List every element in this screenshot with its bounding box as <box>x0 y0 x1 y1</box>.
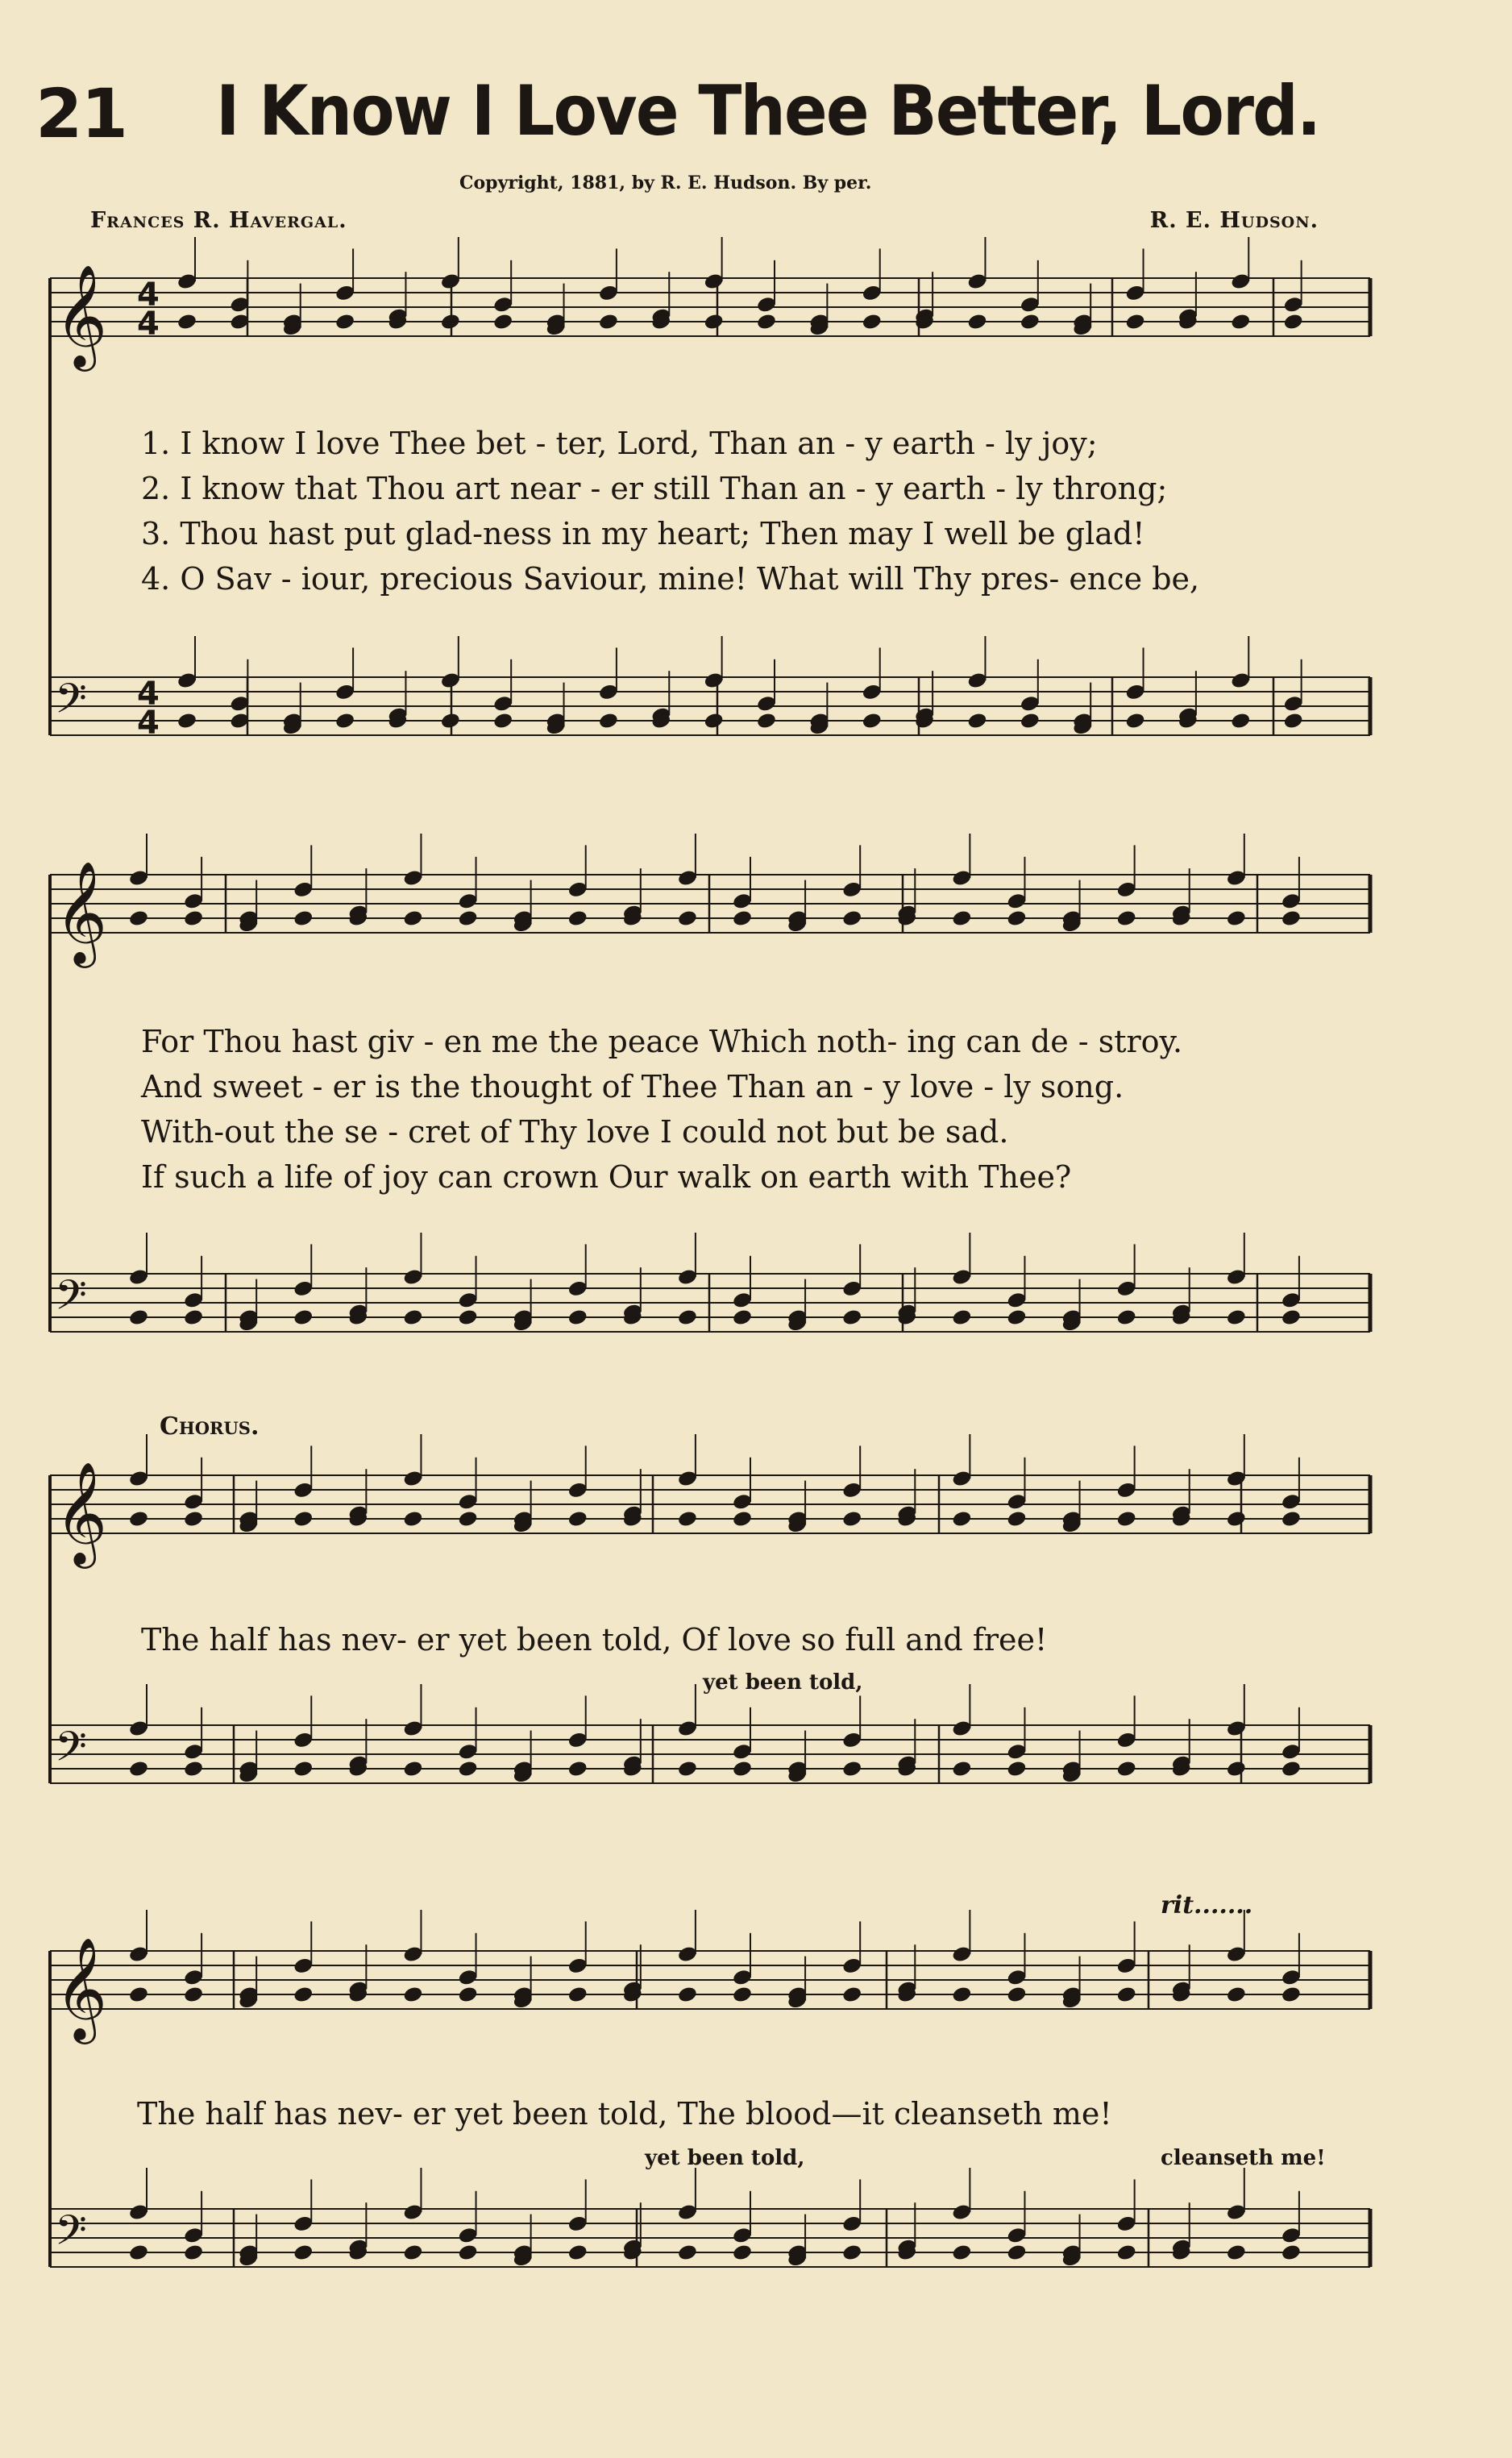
verse-3-line-2: With-out the se - cret of Thy love I could not but be sad. <box>141 1114 1009 1150</box>
verse-2-line-2: And sweet - er is the thought of Thee Than an - y love - ly song. <box>141 1069 1124 1104</box>
svg-text:4: 4 <box>137 277 160 314</box>
treble-clef-icon: 𝄞 <box>55 1936 108 2040</box>
chorus-label: Chorus. <box>160 1412 260 1441</box>
chorus-echo-2: yet been told, <box>645 2146 805 2170</box>
verse-4-line-1: 4. O Sav - iour, precious Saviour, mine! What will Thy pres- ence be, <box>141 561 1200 597</box>
treble-clef-icon: 𝄞 <box>55 1461 108 1564</box>
ritardando-mark: rit....... <box>1161 1891 1253 1919</box>
svg-text:4: 4 <box>137 676 160 713</box>
bass-clef-icon: 𝄢 <box>55 1271 87 1329</box>
verse-1-line-1: 1. I know I love Thee bet - ter, Lord, Than an - y earth - ly joy; <box>141 426 1098 461</box>
svg-text:4: 4 <box>137 306 160 343</box>
chorus-line-1: The half has nev- er yet been told, Of love so full and free! <box>141 1622 1048 1657</box>
verse-3-line-1: 3. Thou hast put glad-ness in my heart; Then may I well be glad! <box>141 516 1145 551</box>
treble-clef-icon: 𝄞 <box>55 264 108 367</box>
chorus-echo-3: cleanseth me! <box>1161 2146 1326 2170</box>
verse-1-line-2: For Thou hast giv - en me the peace Which noth- ing can de - stroy. <box>141 1024 1183 1059</box>
treble-clef-icon: 𝄞 <box>55 860 108 963</box>
chorus-line-2: The half has nev- er yet been told, The blood—it cleanseth me! <box>137 2096 1112 2132</box>
bass-clef-icon: 𝄢 <box>55 674 87 733</box>
verse-2-line-1: 2. I know that Thou art near - er still Than an - y earth - ly throng; <box>141 471 1168 506</box>
copyright-notice: Copyright, 1881, by R. E. Hudson. By per. <box>459 173 872 193</box>
svg-text:4: 4 <box>137 705 160 742</box>
chorus-echo-1: yet been told, <box>703 1670 863 1695</box>
bass-clef-icon: 𝄢 <box>55 1722 87 1781</box>
hymn-title: I Know I Love Thee Better, Lord. <box>216 71 1320 152</box>
verse-4-line-2: If such a life of joy can crown Our walk on earth with Thee? <box>141 1159 1072 1195</box>
bass-clef-icon: 𝄢 <box>55 2206 87 2265</box>
author-credit: Frances R. Havergal. <box>90 208 347 233</box>
composer-credit: R. E. Hudson. <box>1149 208 1319 233</box>
hymn-number: 21 <box>35 74 127 153</box>
